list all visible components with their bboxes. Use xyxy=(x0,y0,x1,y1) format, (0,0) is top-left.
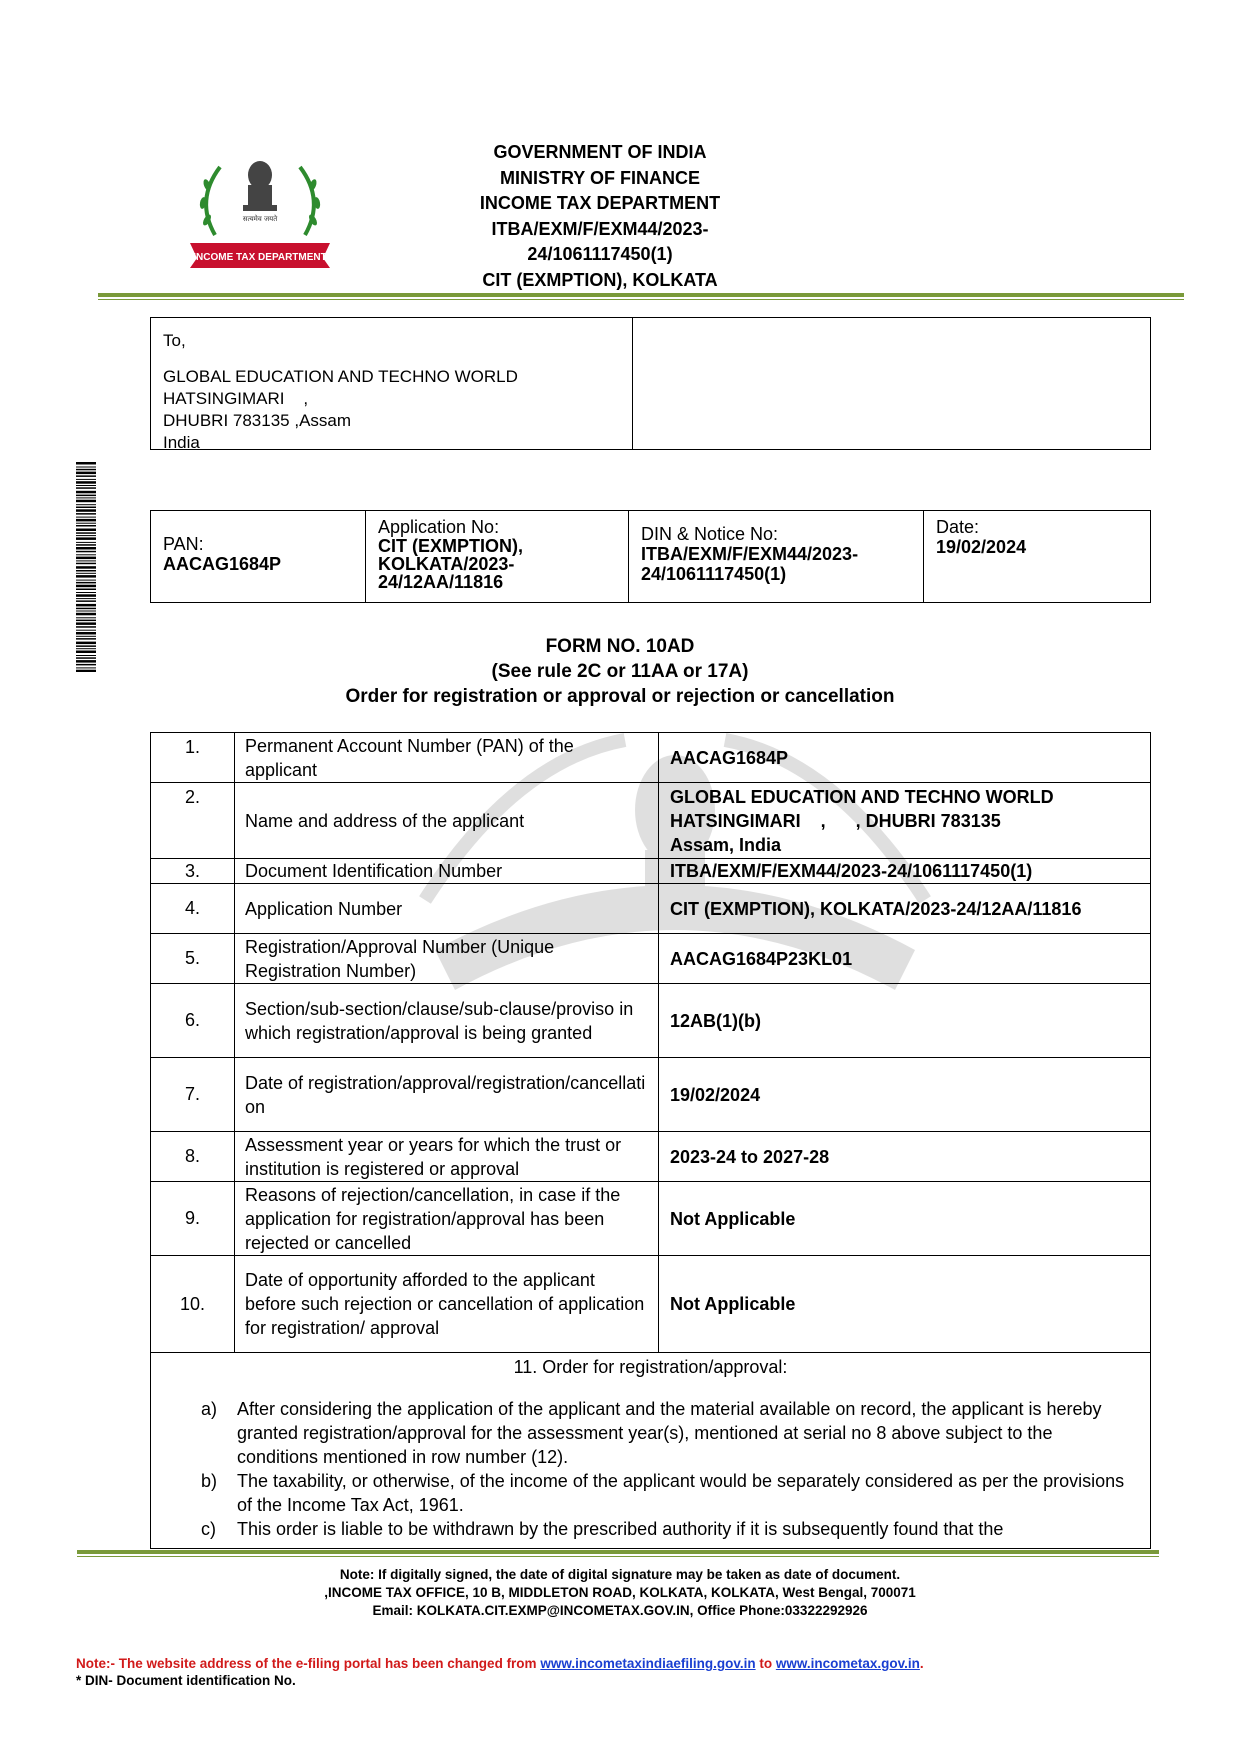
pan-cell xyxy=(151,511,366,602)
barcode xyxy=(76,462,96,672)
header-line: INCOME TAX DEPARTMENT xyxy=(479,193,721,213)
row-number: 7. xyxy=(151,1058,235,1131)
row-value xyxy=(659,783,1150,858)
barcode-bar xyxy=(76,600,96,602)
header-line: CIT (EXMPTION), KOLKATA xyxy=(482,269,718,290)
note-mid: to xyxy=(755,1656,776,1671)
barcode-bar xyxy=(76,648,96,649)
row-value: ITBA/EXM/F/EXM44/2023-24/1061117450(1) xyxy=(670,861,1033,881)
item-text: The taxability, or otherwise, of the income of the applicant would be separately considered as per the provisions of the Income Tax Act, 1961. xyxy=(237,1471,1125,1515)
barcode-bar xyxy=(76,611,96,612)
barcode-bar xyxy=(76,551,96,553)
row-number: 4. xyxy=(151,884,235,933)
barcode-bar xyxy=(76,622,96,625)
row-description: Reasons of rejection/cancellation, in case if the application for registration/approval has been rejected or cancelled xyxy=(235,1182,659,1255)
order-section xyxy=(151,1353,1150,1539)
row-value: AACAG1684P23KL01 xyxy=(670,948,853,969)
note-prefix: Note:- The website address of the e-filing portal has been changed from xyxy=(76,1656,541,1671)
header-line: ITBA/EXM/F/EXM44/2023- xyxy=(491,218,709,239)
table-row xyxy=(151,934,1150,984)
income-tax-department-logo xyxy=(185,145,335,270)
barcode-bar xyxy=(76,660,96,663)
footer-rule-thick xyxy=(77,1550,1159,1554)
barcode-bar xyxy=(76,495,96,497)
barcode-bar xyxy=(76,487,96,489)
note-end: . xyxy=(919,1656,924,1671)
item-letter: a) xyxy=(201,1399,218,1419)
row-value: AACAG1684P xyxy=(670,747,789,768)
svg-text:INCOME TAX DEPARTMENT: INCOME TAX DEPARTMENT xyxy=(193,252,327,263)
info-table xyxy=(150,510,1151,603)
row-description: Permanent Account Number (PAN) of the applicant xyxy=(235,733,659,782)
pan-value: AACAG1684P xyxy=(163,554,282,574)
new-portal-link[interactable]: www.incometax.gov.in xyxy=(775,1656,920,1671)
header-rule-thick xyxy=(98,293,1184,297)
order-table xyxy=(150,732,1151,1549)
table-row xyxy=(151,984,1150,1058)
row-value: CIT (EXMPTION), KOLKATA/2023-24/12AA/11816 xyxy=(670,898,1082,919)
row-value: 12AB(1)(b) xyxy=(670,1010,762,1031)
barcode-bar xyxy=(76,547,96,550)
item-text: This order is liable to be withdrawn by the prescribed authority if it is subsequently found that the xyxy=(237,1519,1004,1539)
header-line: GOVERNMENT OF INDIA xyxy=(493,142,707,162)
value-line: Assam, India xyxy=(670,834,782,855)
barcode-bar xyxy=(76,589,96,591)
barcode-bar xyxy=(76,532,96,534)
barcode-bar xyxy=(76,563,96,565)
header-line: MINISTRY OF FINANCE xyxy=(499,167,700,188)
item-text: After considering the application of the applicant and the material available on record, the applicant is hereby granted registration/approval for the assessment year(s), mentioned at serial no 8 above subject to the conditions mentioned in row number (12). xyxy=(237,1399,1102,1467)
barcode-bar xyxy=(76,630,96,631)
footer-line: Note: If digitally signed, the date of digital signature may be taken as date of document. xyxy=(339,1567,901,1582)
barcode-bar xyxy=(76,636,96,637)
barcode-bar xyxy=(76,592,96,593)
barcode-bar xyxy=(76,462,96,465)
barcode-bar xyxy=(76,645,96,647)
recipient-address xyxy=(151,318,633,452)
application-cell xyxy=(366,511,629,602)
table-row xyxy=(151,884,1150,934)
barcode-bar xyxy=(76,472,96,475)
portal-note xyxy=(76,1655,1176,1673)
barcode-bar xyxy=(76,594,96,597)
table-row xyxy=(151,1058,1150,1132)
barcode-bar xyxy=(76,575,96,578)
barcode-bar xyxy=(76,604,96,607)
barcode-bar xyxy=(76,500,96,503)
barcode-bar xyxy=(76,655,96,656)
row-number: 2. xyxy=(151,783,235,858)
row-description: Section/sub-section/clause/sub-clause/proviso in which registration/approval is being granted xyxy=(235,984,659,1057)
row-description: Assessment year or years for which the trust or institution is registered or approval xyxy=(235,1132,659,1181)
row-description: Date of registration/approval/registration/cancellation xyxy=(235,1058,659,1131)
row-number: 10. xyxy=(151,1256,235,1352)
barcode-bar xyxy=(76,557,96,560)
barcode-bar xyxy=(76,632,96,635)
address-box xyxy=(150,317,1151,450)
barcode-bar xyxy=(76,573,96,574)
barcode-bar xyxy=(76,467,96,468)
row-value: 2023-24 to 2027-28 xyxy=(670,1146,830,1167)
barcode-bar xyxy=(76,664,96,666)
row-value: 19/02/2024 xyxy=(670,1084,761,1105)
barcode-bar xyxy=(76,642,96,645)
barcode-bar xyxy=(76,517,96,518)
barcode-bar xyxy=(76,544,96,546)
footer-rule-thin xyxy=(77,1556,1159,1557)
form-title-block xyxy=(300,634,940,709)
row-description: Name and address of the applicant xyxy=(235,783,659,858)
to-label: To, xyxy=(163,331,186,350)
form-title: FORM NO. 10AD xyxy=(545,636,695,657)
footer-line: ,INCOME TAX OFFICE, 10 B, MIDDLETON ROAD, KOLKATA, KOLKATA, West Bengal, 700071 xyxy=(324,1585,916,1600)
row-number: 1. xyxy=(151,733,235,782)
barcode-bar xyxy=(76,620,96,622)
item-letter: c) xyxy=(201,1519,216,1539)
barcode-bar xyxy=(76,608,96,610)
table-row xyxy=(151,783,1150,859)
row-value: Not Applicable xyxy=(670,1294,796,1314)
row-description: Application Number xyxy=(235,884,659,933)
barcode-bar xyxy=(76,529,96,532)
barcode-bar xyxy=(76,525,96,527)
row-description: Registration/Approval Number (Unique Registration Number) xyxy=(235,934,659,983)
barcode-bar xyxy=(76,566,96,569)
table-row xyxy=(151,859,1150,884)
barcode-bar xyxy=(76,598,96,599)
svg-text:सत्यमेव जयते: सत्यमेव जयते xyxy=(242,215,278,223)
row-description: Date of opportunity afforded to the applicant before such rejection or cancellation of application for registration/ approval xyxy=(235,1256,659,1352)
barcode-bar xyxy=(76,638,96,640)
barcode-bar xyxy=(76,523,96,524)
table-row xyxy=(151,1132,1150,1182)
old-portal-link[interactable]: www.incometaxindiaefiling.gov.in xyxy=(540,1656,756,1671)
address-line: HATSINGIMARI , xyxy=(163,389,309,408)
row-number: 8. xyxy=(151,1132,235,1181)
table-row xyxy=(151,1182,1150,1256)
address-line: GLOBAL EDUCATION AND TECHNO WORLD xyxy=(163,367,518,386)
footer-block xyxy=(150,1566,1090,1620)
barcode-bar xyxy=(76,537,96,540)
header-block xyxy=(430,140,770,293)
barcode-bar xyxy=(76,479,96,480)
din-label: DIN & Notice No: xyxy=(641,524,779,544)
item-letter: b) xyxy=(201,1471,218,1491)
barcode-bar xyxy=(76,519,96,522)
value-line: HATSINGIMARI , , DHUBRI 783135 xyxy=(670,810,1001,831)
din-cell xyxy=(629,511,924,602)
value-line: GLOBAL EDUCATION AND TECHNO WORLD xyxy=(670,786,1054,807)
barcode-bar xyxy=(76,469,96,471)
address-line: DHUBRI 783135 ,Assam xyxy=(163,411,352,430)
barcode-bar xyxy=(76,485,96,486)
barcode-bar xyxy=(76,570,96,572)
row-number: 5. xyxy=(151,934,235,983)
row-number: 3. xyxy=(151,859,235,883)
table-row xyxy=(151,1256,1150,1353)
pan-label: PAN: xyxy=(163,534,204,554)
barcode-bar xyxy=(76,560,96,561)
date-value: 19/02/2024 xyxy=(936,537,1027,557)
date-cell xyxy=(924,511,1152,602)
barcode-bar xyxy=(76,613,96,616)
application-value: CIT (EXMPTION), KOLKATA/2023-24/12AA/11816 xyxy=(378,536,523,592)
address-line: India xyxy=(163,433,200,452)
row-number: 9. xyxy=(151,1182,235,1255)
barcode-bar xyxy=(76,504,96,505)
barcode-bar xyxy=(76,497,96,498)
barcode-bar xyxy=(76,475,96,477)
application-label: Application No: xyxy=(378,517,500,537)
table-row xyxy=(151,733,1150,783)
din-note: * DIN- Document identification No. xyxy=(76,1673,296,1688)
barcode-bar xyxy=(76,535,96,536)
barcode-bar xyxy=(76,554,96,555)
barcode-bar xyxy=(76,670,96,672)
barcode-bar xyxy=(76,626,96,628)
barcode-bar xyxy=(76,507,96,509)
barcode-bar xyxy=(76,657,96,659)
barcode-bar xyxy=(76,542,96,543)
footer-line: Email: KOLKATA.CIT.EXMP@INCOMETAX.GOV.IN, Office Phone:03322292926 xyxy=(372,1603,868,1618)
barcode-bar xyxy=(76,585,96,588)
header-rule-thin xyxy=(98,299,1184,300)
barcode-bar xyxy=(76,651,96,654)
row-description: Document Identification Number xyxy=(235,859,659,883)
barcode-bar xyxy=(76,617,96,618)
barcode-bar xyxy=(76,481,96,484)
date-label: Date: xyxy=(936,517,980,537)
row-value: Not Applicable xyxy=(670,1208,796,1229)
barcode-bar xyxy=(76,582,96,584)
barcode-bar xyxy=(76,580,96,581)
barcode-bar xyxy=(76,513,96,515)
header-line: 24/1061117450(1) xyxy=(527,244,673,264)
form-rule: (See rule 2C or 11AA or 17A) xyxy=(491,661,749,682)
barcode-bar xyxy=(76,509,96,512)
order-title: 11. Order for registration/approval: xyxy=(513,1357,788,1377)
form-subtitle: Order for registration or approval or rejection or cancellation xyxy=(345,686,895,707)
barcode-bar xyxy=(76,491,96,494)
row-number: 6. xyxy=(151,984,235,1057)
barcode-bar xyxy=(76,667,96,668)
din-value: ITBA/EXM/F/EXM44/2023-24/1061117450(1) xyxy=(641,544,859,584)
